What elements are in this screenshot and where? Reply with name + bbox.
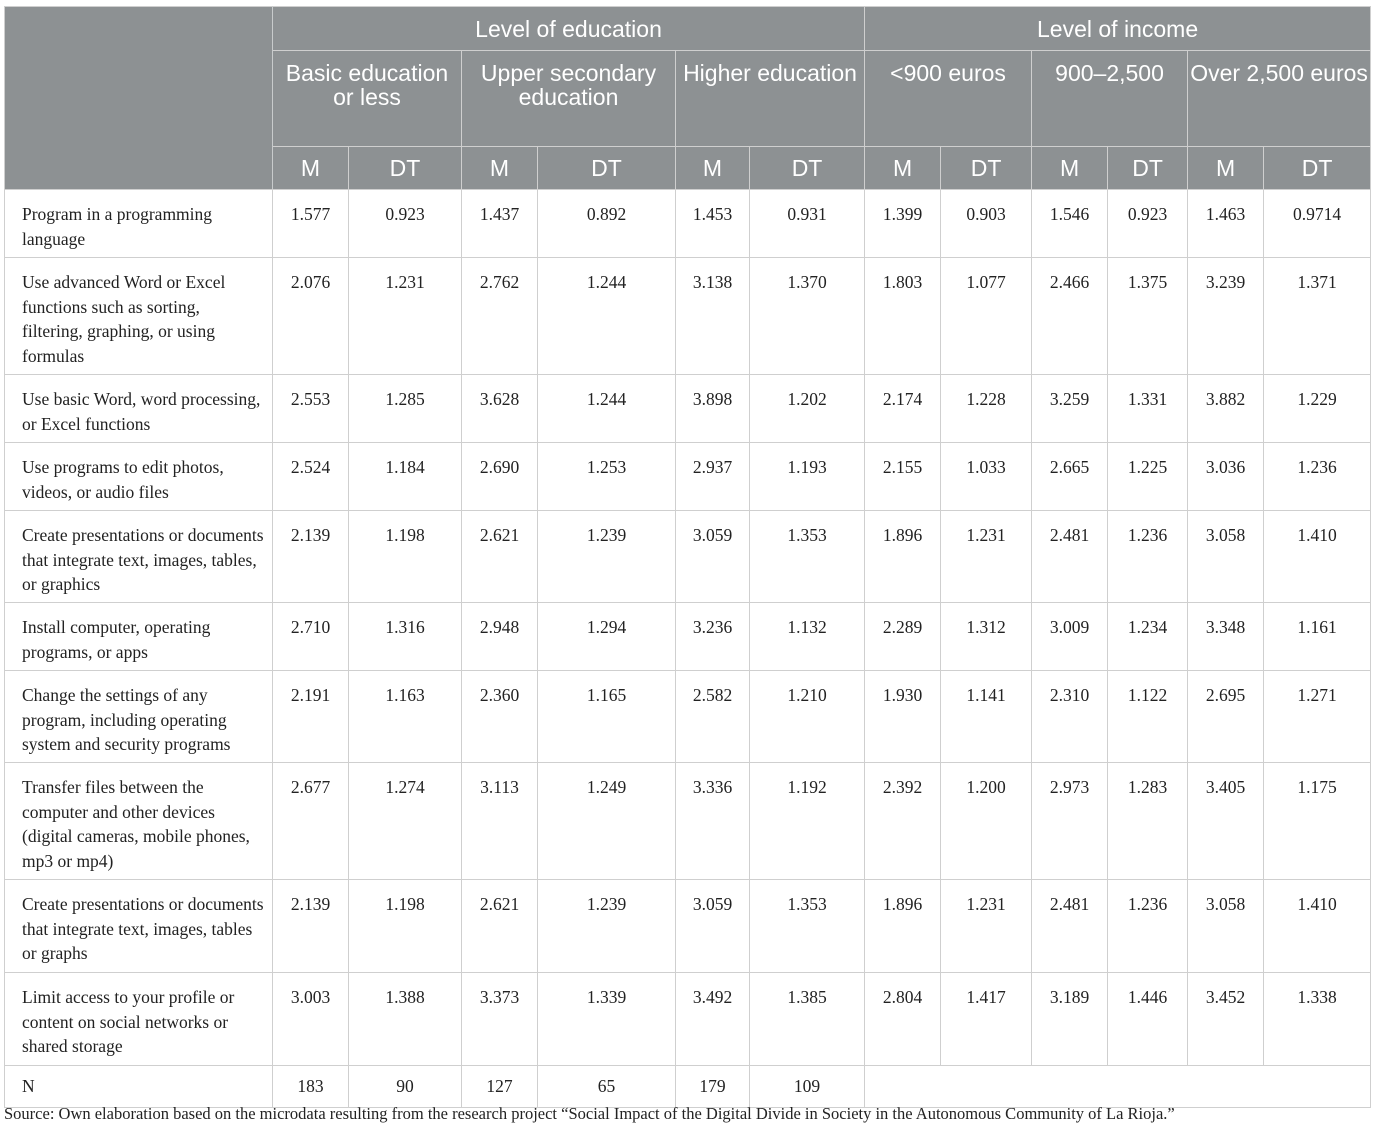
stub-header (5, 7, 273, 190)
row-label: Use basic Word, word processing, or Excel functions (5, 375, 273, 443)
table-cell: 1.244 (538, 375, 676, 443)
table-cell: 2.762 (462, 258, 538, 375)
table-cell: 2.289 (865, 603, 941, 671)
table-cell: 2.466 (1032, 258, 1108, 375)
table-cell: 3.336 (676, 763, 750, 880)
table-cell: 1.353 (750, 511, 865, 603)
table-cell: 1.294 (538, 603, 676, 671)
table-cell: 2.621 (462, 511, 538, 603)
table-cell: 3.236 (676, 603, 750, 671)
column-header-income-mid: 900–2,500 (1032, 51, 1188, 147)
table-cell: 1.193 (750, 443, 865, 511)
subheader-sd: DT (1108, 147, 1188, 190)
table-cell: 1.463 (1188, 190, 1264, 258)
table-cell: 1.234 (1108, 603, 1188, 671)
column-header-higher: Higher education (676, 51, 865, 147)
table-cell: 1.271 (1264, 671, 1371, 763)
table-cell: 1.410 (1264, 880, 1371, 973)
subheader-mean: M (676, 147, 750, 190)
table-cell: 1.200 (941, 763, 1032, 880)
table-cell: 1.202 (750, 375, 865, 443)
table-row (5, 973, 1371, 1066)
table-cell: 1.231 (349, 258, 462, 375)
subheader-sd: DT (538, 147, 676, 190)
table-cell: 0.923 (1108, 190, 1188, 258)
table-body (5, 190, 1371, 1108)
table-cell: 1.198 (349, 511, 462, 603)
table-cell: 1.231 (941, 511, 1032, 603)
table-cell: 2.621 (462, 880, 538, 973)
table-cell: 1.339 (538, 973, 676, 1066)
column-header-upper-secondary: Upper secondary education (462, 51, 676, 147)
table-cell: 1.930 (865, 671, 941, 763)
table-cell: 1.437 (462, 190, 538, 258)
table-cell: 2.695 (1188, 671, 1264, 763)
table-cell: 1.198 (349, 880, 462, 973)
subheader-sd: DT (1264, 147, 1371, 190)
row-label: Use programs to edit photos, videos, or audio files (5, 443, 273, 511)
table-cell: 1.077 (941, 258, 1032, 375)
table-cell: 1.385 (750, 973, 865, 1066)
table-cell: 2.710 (273, 603, 349, 671)
table-cell: 3.898 (676, 375, 750, 443)
table-cell: 1.192 (750, 763, 865, 880)
subheader-mean: M (1188, 147, 1264, 190)
table-cell: 1.184 (349, 443, 462, 511)
table-cell: 3.009 (1032, 603, 1108, 671)
table-cell: 3.405 (1188, 763, 1264, 880)
table-cell: 3.492 (676, 973, 750, 1066)
table-cell: 2.973 (1032, 763, 1108, 880)
table-cell: 1.253 (538, 443, 676, 511)
subheader-sd: DT (349, 147, 462, 190)
subheader-mean: M (1032, 147, 1108, 190)
table-cell: 1.316 (349, 603, 462, 671)
table-cell: 1.417 (941, 973, 1032, 1066)
table-cell: 2.582 (676, 671, 750, 763)
table-cell: 1.803 (865, 258, 941, 375)
subheader-mean: M (273, 147, 349, 190)
table-cell: 1.225 (1108, 443, 1188, 511)
table-cell: 1.896 (865, 511, 941, 603)
table-header (5, 7, 1371, 190)
table-cell: 1.371 (1264, 258, 1371, 375)
table-cell: 3.036 (1188, 443, 1264, 511)
group-header-education: Level of education (273, 7, 865, 51)
table-cell: 2.481 (1032, 880, 1108, 973)
table-cell: 1.546 (1032, 190, 1108, 258)
table-cell: 1.388 (349, 973, 462, 1066)
table-cell: 1.338 (1264, 973, 1371, 1066)
table-cell: 0.931 (750, 190, 865, 258)
column-header-income-high: Over 2,500 euros (1188, 51, 1371, 147)
table-cell: 0.892 (538, 190, 676, 258)
table-cell: 2.076 (273, 258, 349, 375)
table-cell: 1.165 (538, 671, 676, 763)
table-cell: 1.231 (941, 880, 1032, 973)
table-cell: 2.677 (273, 763, 349, 880)
table-cell: 3.138 (676, 258, 750, 375)
table-cell: 3.059 (676, 880, 750, 973)
table-cell: 1.228 (941, 375, 1032, 443)
row-label: Program in a programming language (5, 190, 273, 258)
table-cell: 1.236 (1108, 880, 1188, 973)
table-cell: 2.804 (865, 973, 941, 1066)
table-cell: 2.948 (462, 603, 538, 671)
table-cell: 1.577 (273, 190, 349, 258)
subheader-mean: M (462, 147, 538, 190)
table-cell: 2.310 (1032, 671, 1108, 763)
row-label: Create presentations or documents that integrate text, images, tables or graphs (5, 880, 273, 973)
table-cell: 2.139 (273, 880, 349, 973)
table-cell: 1.896 (865, 880, 941, 973)
n-cell: 90 (349, 1066, 462, 1108)
table-cell: 1.446 (1108, 973, 1188, 1066)
table-cell: 1.175 (1264, 763, 1371, 880)
column-header-income-low: <900 euros (865, 51, 1032, 147)
row-label: Limit access to your profile or content on social networks or shared storage (5, 973, 273, 1066)
table-cell: 1.312 (941, 603, 1032, 671)
n-cell: 179 (676, 1066, 750, 1108)
table-row (5, 375, 1371, 443)
table-cell: 1.236 (1264, 443, 1371, 511)
table-cell: 3.452 (1188, 973, 1264, 1066)
table-cell: 1.283 (1108, 763, 1188, 880)
n-cell: 65 (538, 1066, 676, 1108)
table-cell: 1.141 (941, 671, 1032, 763)
n-cell: 109 (750, 1066, 865, 1108)
table-cell: 2.524 (273, 443, 349, 511)
table-cell: 3.113 (462, 763, 538, 880)
table-cell: 3.058 (1188, 880, 1264, 973)
table-row (5, 603, 1371, 671)
table-cell: 1.239 (538, 511, 676, 603)
table-cell: 1.210 (750, 671, 865, 763)
subheader-sd: DT (750, 147, 865, 190)
table-cell: 1.353 (750, 880, 865, 973)
table-cell: 0.903 (941, 190, 1032, 258)
table-row (5, 671, 1371, 763)
row-label: Change the settings of any program, including operating system and security programs (5, 671, 273, 763)
n-row-empty (865, 1066, 1371, 1108)
n-cell: 127 (462, 1066, 538, 1108)
table-cell: 3.003 (273, 973, 349, 1066)
row-label: Install computer, operating programs, or apps (5, 603, 273, 671)
table-cell: 1.249 (538, 763, 676, 880)
table-cell: 1.033 (941, 443, 1032, 511)
table-cell: 1.399 (865, 190, 941, 258)
table-cell: 2.360 (462, 671, 538, 763)
table-cell: 3.348 (1188, 603, 1264, 671)
table-cell: 1.370 (750, 258, 865, 375)
table-cell: 1.285 (349, 375, 462, 443)
table-cell: 2.665 (1032, 443, 1108, 511)
table-cell: 1.132 (750, 603, 865, 671)
table-cell: 1.161 (1264, 603, 1371, 671)
table-cell: 1.410 (1264, 511, 1371, 603)
table-cell: 2.937 (676, 443, 750, 511)
data-table (4, 6, 1371, 1108)
table-cell: 3.882 (1188, 375, 1264, 443)
table-cell: 3.259 (1032, 375, 1108, 443)
table-cell: 2.139 (273, 511, 349, 603)
table-row (5, 511, 1371, 603)
n-cell: 183 (273, 1066, 349, 1108)
table-row (5, 443, 1371, 511)
table-cell: 0.9714 (1264, 190, 1371, 258)
table-row (5, 190, 1371, 258)
subheader-mean: M (865, 147, 941, 190)
table-row (5, 763, 1371, 880)
source-note: Source: Own elaboration based on the microdata resulting from the research project “Social Impact of the Digital Divide in Society in the Autonomous Community of La Rioja.” (4, 1104, 1175, 1123)
table-cell: 1.239 (538, 880, 676, 973)
table-cell: 3.239 (1188, 258, 1264, 375)
table-cell: 3.059 (676, 511, 750, 603)
table-cell: 1.163 (349, 671, 462, 763)
table-cell: 3.189 (1032, 973, 1108, 1066)
table-cell: 1.122 (1108, 671, 1188, 763)
table-cell: 2.174 (865, 375, 941, 443)
table-cell: 1.453 (676, 190, 750, 258)
table-cell: 2.155 (865, 443, 941, 511)
table-cell: 3.373 (462, 973, 538, 1066)
table-cell: 1.229 (1264, 375, 1371, 443)
column-header-basic: Basic education or less (273, 51, 462, 147)
table-cell: 1.375 (1108, 258, 1188, 375)
n-row (5, 1066, 1371, 1108)
table-cell: 1.331 (1108, 375, 1188, 443)
row-label: Transfer files between the computer and other devices (digital cameras, mobile phones, mp3 or mp4) (5, 763, 273, 880)
table-cell: 3.628 (462, 375, 538, 443)
table-cell: 1.236 (1108, 511, 1188, 603)
table-cell: 0.923 (349, 190, 462, 258)
table-row (5, 258, 1371, 375)
group-header-income: Level of income (865, 7, 1371, 51)
table-cell: 1.244 (538, 258, 676, 375)
row-label: Use advanced Word or Excel functions such as sorting, filtering, graphing, or using formulas (5, 258, 273, 375)
table-row (5, 880, 1371, 973)
table-cell: 2.191 (273, 671, 349, 763)
subheader-sd: DT (941, 147, 1032, 190)
row-label: Create presentations or documents that integrate text, images, tables, or graphics (5, 511, 273, 603)
table-cell: 1.274 (349, 763, 462, 880)
table-cell: 2.392 (865, 763, 941, 880)
table-cell: 2.481 (1032, 511, 1108, 603)
table-cell: 3.058 (1188, 511, 1264, 603)
table-cell: 2.690 (462, 443, 538, 511)
table-cell: 2.553 (273, 375, 349, 443)
n-row-label: N (5, 1066, 273, 1108)
